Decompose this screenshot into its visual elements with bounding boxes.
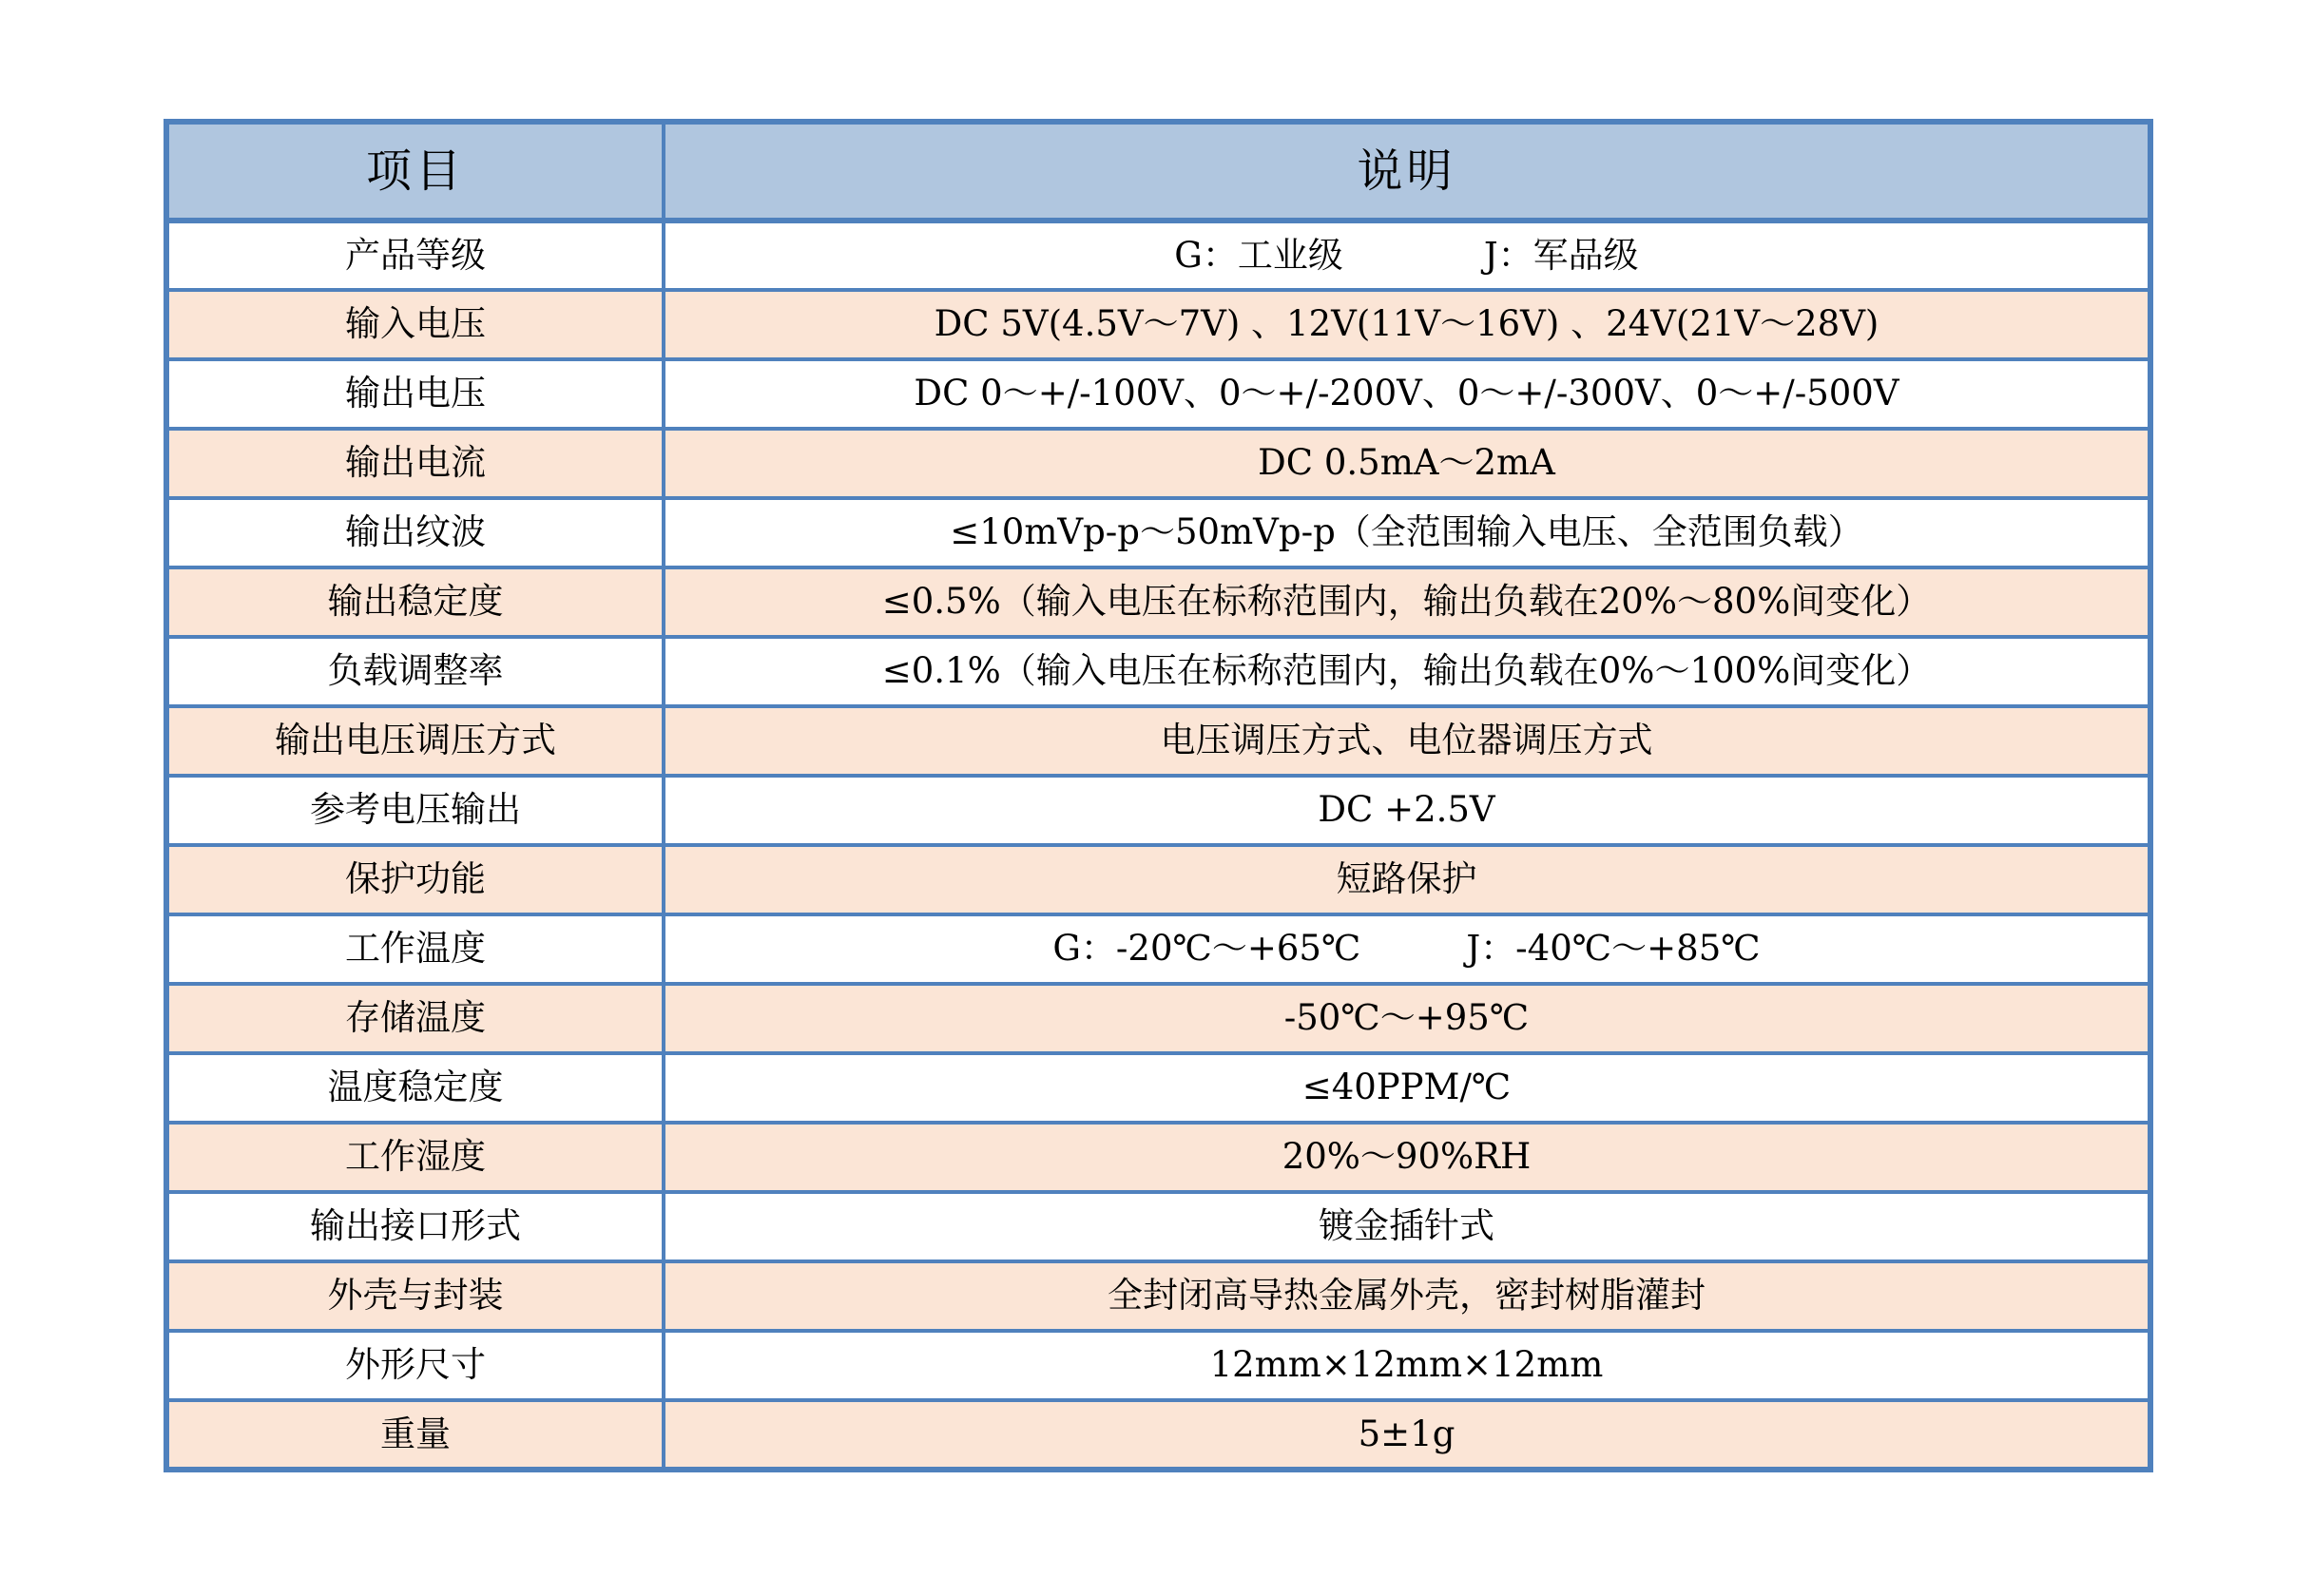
row-label: 输出稳定度 — [166, 567, 664, 637]
header-row — [166, 122, 2150, 221]
row-label: 输出接口形式 — [166, 1192, 664, 1261]
table-row — [166, 221, 2150, 290]
row-value: 12mm×12mm×12mm — [664, 1331, 2150, 1400]
row-label: 重量 — [166, 1400, 664, 1470]
row-label: 工作湿度 — [166, 1123, 664, 1192]
row-value: -50℃～+95℃ — [664, 984, 2150, 1053]
row-value: G：-20℃～+65℃ J：-40℃～+85℃ — [664, 914, 2150, 984]
row-value: ≤0.1%（输入电压在标称范围内，输出负载在0%～100%间变化） — [664, 637, 2150, 706]
table-row — [166, 1053, 2150, 1123]
table-row — [166, 567, 2150, 637]
row-label: 外形尺寸 — [166, 1331, 664, 1400]
table-row — [166, 845, 2150, 914]
header-cell-description: 说明 — [664, 122, 2150, 221]
row-value: 5±1g — [664, 1400, 2150, 1470]
row-label: 工作温度 — [166, 914, 664, 984]
row-value: 20%～90%RH — [664, 1123, 2150, 1192]
row-value: DC 0.5mA～2mA — [664, 429, 2150, 498]
table-row — [166, 359, 2150, 429]
row-label: 输入电压 — [166, 290, 664, 359]
header-cell-item: 项目 — [166, 122, 664, 221]
row-value: DC 0～+/-100V、0～+/-200V、0～+/-300V、0～+/-500V — [664, 359, 2150, 429]
row-label: 外壳与封装 — [166, 1261, 664, 1331]
table-row — [166, 776, 2150, 845]
spec-table — [164, 119, 2153, 1472]
row-value: ≤10mVp-p～50mVp-p（全范围输入电压、全范围负载） — [664, 498, 2150, 567]
row-value: 全封闭高导热金属外壳，密封树脂灌封 — [664, 1261, 2150, 1331]
row-value: DC +2.5V — [664, 776, 2150, 845]
row-value: 电压调压方式、电位器调压方式 — [664, 706, 2150, 776]
table-row — [166, 1261, 2150, 1331]
row-value: ≤0.5%（输入电压在标称范围内，输出负载在20%～80%间变化） — [664, 567, 2150, 637]
spec-table-header — [166, 122, 2150, 221]
row-label: 存储温度 — [166, 984, 664, 1053]
table-row — [166, 914, 2150, 984]
row-label: 产品等级 — [166, 221, 664, 290]
table-row — [166, 984, 2150, 1053]
row-label: 保护功能 — [166, 845, 664, 914]
table-row — [166, 290, 2150, 359]
row-label: 输出纹波 — [166, 498, 664, 567]
table-row — [166, 637, 2150, 706]
spec-table-body — [166, 221, 2150, 1470]
row-label: 输出电压调压方式 — [166, 706, 664, 776]
row-label: 负载调整率 — [166, 637, 664, 706]
table-row — [166, 706, 2150, 776]
row-label: 温度稳定度 — [166, 1053, 664, 1123]
row-value: 短路保护 — [664, 845, 2150, 914]
table-row — [166, 1192, 2150, 1261]
row-label: 参考电压输出 — [166, 776, 664, 845]
row-value: G：工业级 J：军品级 — [664, 221, 2150, 290]
table-row — [166, 429, 2150, 498]
row-label: 输出电流 — [166, 429, 664, 498]
row-value: 镀金插针式 — [664, 1192, 2150, 1261]
row-label: 输出电压 — [166, 359, 664, 429]
table-row — [166, 1331, 2150, 1400]
table-row — [166, 498, 2150, 567]
row-value: DC 5V(4.5V～7V) 、12V(11V～16V) 、24V(21V～28V) — [664, 290, 2150, 359]
table-row — [166, 1123, 2150, 1192]
table-row — [166, 1400, 2150, 1470]
row-value: ≤40PPM/℃ — [664, 1053, 2150, 1123]
